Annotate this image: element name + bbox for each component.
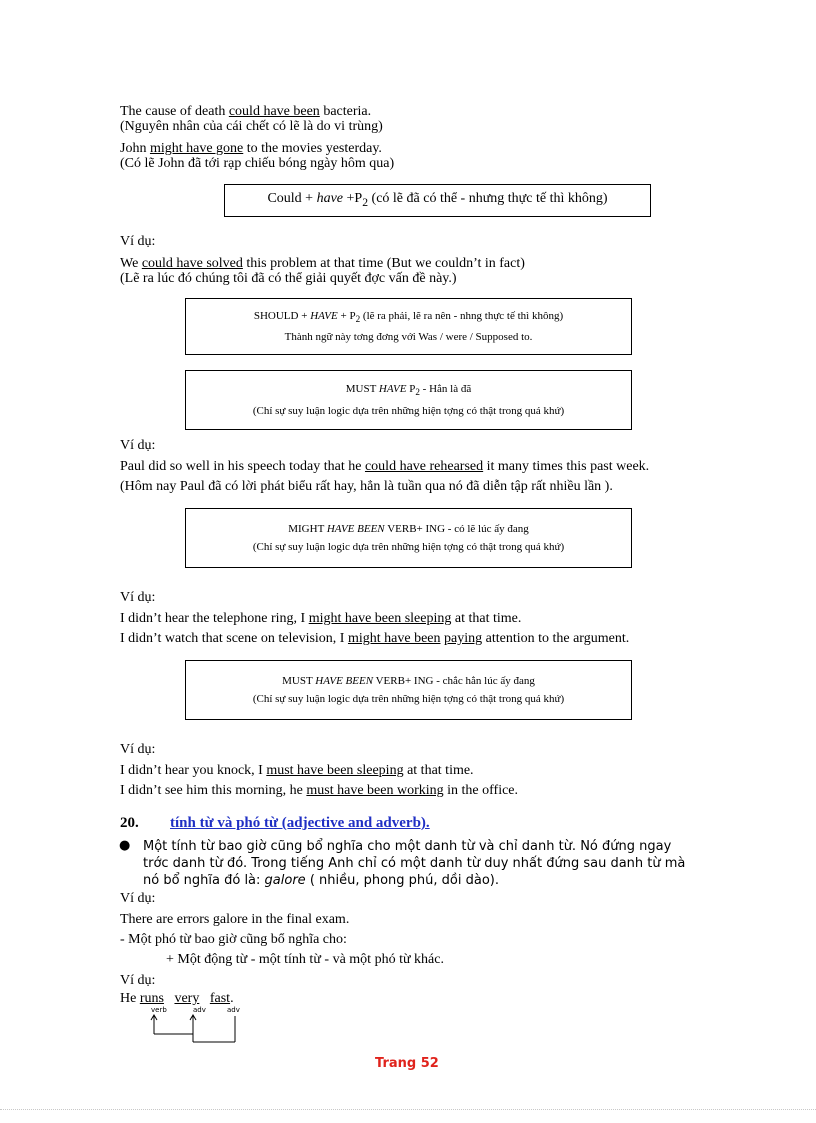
footer-divider (0, 1109, 816, 1110)
translation: (Nguyên nhân của cái chết có lẽ là do vi trùng) (120, 119, 383, 134)
text: bacteria. (319, 104, 372, 119)
translation: (Lẽ ra lúc đó chúng tôi đã có thể giải quyết đợc vấn đề này.) (120, 271, 457, 286)
modal-phrase: might have been sleeping (308, 611, 452, 626)
formula-box-could-have (224, 184, 651, 217)
bullet-text-line (143, 873, 499, 889)
example-cause-of-death (120, 104, 371, 120)
example-galore: There are errors galore in the final exam. (120, 912, 350, 927)
text: MIGHT (288, 523, 327, 535)
text: +P (343, 190, 363, 206)
page-number: Trang 52 (375, 1056, 439, 1071)
word-runs: runs (139, 991, 164, 1006)
vidu-label: Ví dụ: (120, 742, 156, 757)
modal-phrase: might have been (347, 631, 441, 646)
example-we-could (120, 256, 525, 272)
formula-box-should-have (185, 298, 632, 355)
text: to the movies yesterday. (243, 141, 382, 156)
formula-box-must-have (185, 370, 632, 430)
tag-verb: verb (151, 1006, 167, 1014)
text: He (120, 991, 140, 1006)
box-note: (Chỉ sự suy luận logic dựa trên những hiện tợng có thật trong quá khứ) (252, 404, 565, 417)
text: John (120, 141, 150, 156)
text: (có lẽ đã có thể - nhưng thực tế thì không) (368, 190, 608, 206)
modal-phrase: might have gone (149, 141, 244, 156)
modal-phrase: could have solved (141, 256, 243, 271)
text: this problem at that time (But we couldn’t in fact) (242, 256, 525, 271)
text: (lẽ ra phải, lẽ ra nên - nhng thực tế thì không) (360, 309, 564, 322)
example-he-runs (120, 991, 234, 1007)
text: I didn’t watch that scene on television, I (120, 631, 348, 646)
box-note: (Chỉ sự suy luận logic dựa trên những hiện tợng có thật trong quá khứ) (252, 693, 565, 705)
text: I didn’t see him this morning, he (120, 783, 307, 798)
text: MUST (345, 383, 379, 396)
word-very: very (174, 991, 200, 1006)
text: I didn’t hear the telephone ring, I (120, 611, 309, 626)
section-title-link[interactable]: tính từ và phó từ (adjective and adverb). (170, 815, 430, 831)
section-number: 20. (120, 815, 139, 831)
modifier-arrows-diagram (140, 1012, 250, 1046)
text: ( nhiều, phong phú, dồi dào). (305, 873, 500, 888)
example-telephone (120, 611, 521, 627)
text: Could + (267, 190, 317, 206)
subscript: 2 (355, 314, 361, 325)
text: VERB+ ING - chắc hẳn lúc ấy đang (373, 675, 535, 687)
vidu-label: Ví dụ: (120, 234, 156, 249)
text: in the office. (443, 783, 519, 798)
vidu-label: Ví dụ: (120, 438, 156, 453)
text: MUST (282, 675, 316, 687)
text: Paul did so well in his speech today that he (120, 459, 365, 474)
modal-phrase: paying (444, 631, 483, 646)
have-been-word: HAVE BEEN (315, 675, 374, 687)
subscript: 2 (362, 195, 369, 209)
translation: (Có lẽ John đã tới rạp chiếu bóng ngày hôm qua) (120, 156, 395, 171)
text: it many times this past week. (483, 459, 650, 474)
vidu-label: Ví dụ: (120, 891, 156, 906)
text: VERB+ ING - có lẽ lúc ấy đang (384, 523, 529, 535)
box-note: Thành ngữ này tơng đơng với Was / were / Supposed to. (284, 331, 533, 344)
galore-word: galore (264, 873, 306, 888)
bullet-text-line: Một tính từ bao giờ cũng bổ nghĩa cho một danh từ và chỉ danh từ. Nó đứng ngay (143, 839, 672, 854)
modal-phrase: must have been sleeping (266, 763, 404, 778)
text: I didn’t hear you knock, I (120, 763, 267, 778)
example-knock (120, 763, 474, 779)
text: + P (337, 309, 356, 322)
have-word: HAVE (310, 309, 338, 322)
text: attention to the argument. (482, 631, 630, 646)
text: We (120, 256, 142, 271)
box-note: (Chỉ sự suy luận logic dựa trên những hiện tợng có thật trong quá khứ) (252, 541, 565, 553)
text: - Hẳn là đã (419, 383, 472, 396)
translation: (Hôm nay Paul đã có lời phát biểu rất hay, hẳn là tuần qua nó đã diễn tập rất nhiều lần ). (120, 479, 613, 494)
example-office (120, 783, 518, 799)
tag-adv: adv (227, 1006, 240, 1014)
example-television (120, 631, 629, 647)
tag-adv: adv (193, 1006, 206, 1014)
formula-box-must-have-been (185, 660, 632, 720)
vidu-label: Ví dụ: (120, 590, 156, 605)
have-word: have (316, 190, 344, 206)
vidu-label: Ví dụ: (120, 973, 156, 988)
have-word: HAVE (378, 383, 407, 396)
text: The cause of death (120, 104, 229, 119)
subscript: 2 (415, 387, 420, 398)
adverb-note: - Một phó từ bao giờ cũng bổ nghĩa cho: (120, 932, 347, 947)
text: at that time. (403, 763, 474, 778)
text: SHOULD + (253, 309, 311, 322)
text: at that time. (451, 611, 522, 626)
modal-phrase: could have rehearsed (364, 459, 484, 474)
have-been-word: HAVE BEEN (326, 523, 385, 535)
adverb-note-detail: + Một động từ - một tính từ - và một phó từ khác. (166, 952, 444, 967)
bullet-text-line: trớc danh từ đó. Trong tiếng Anh chỉ có một danh từ duy nhất đứng sau danh từ mà (143, 856, 686, 871)
text: P (406, 383, 416, 396)
modal-phrase: must have been working (306, 783, 444, 798)
text: . (230, 991, 234, 1006)
modal-phrase: could have been (228, 104, 320, 119)
text: nó bổ nghĩa đó là: (143, 873, 265, 888)
formula-box-might-have-been (185, 508, 632, 568)
example-paul (120, 459, 649, 475)
example-john (120, 141, 382, 157)
word-fast: fast (209, 991, 231, 1006)
bullet-icon: ● (119, 838, 131, 853)
